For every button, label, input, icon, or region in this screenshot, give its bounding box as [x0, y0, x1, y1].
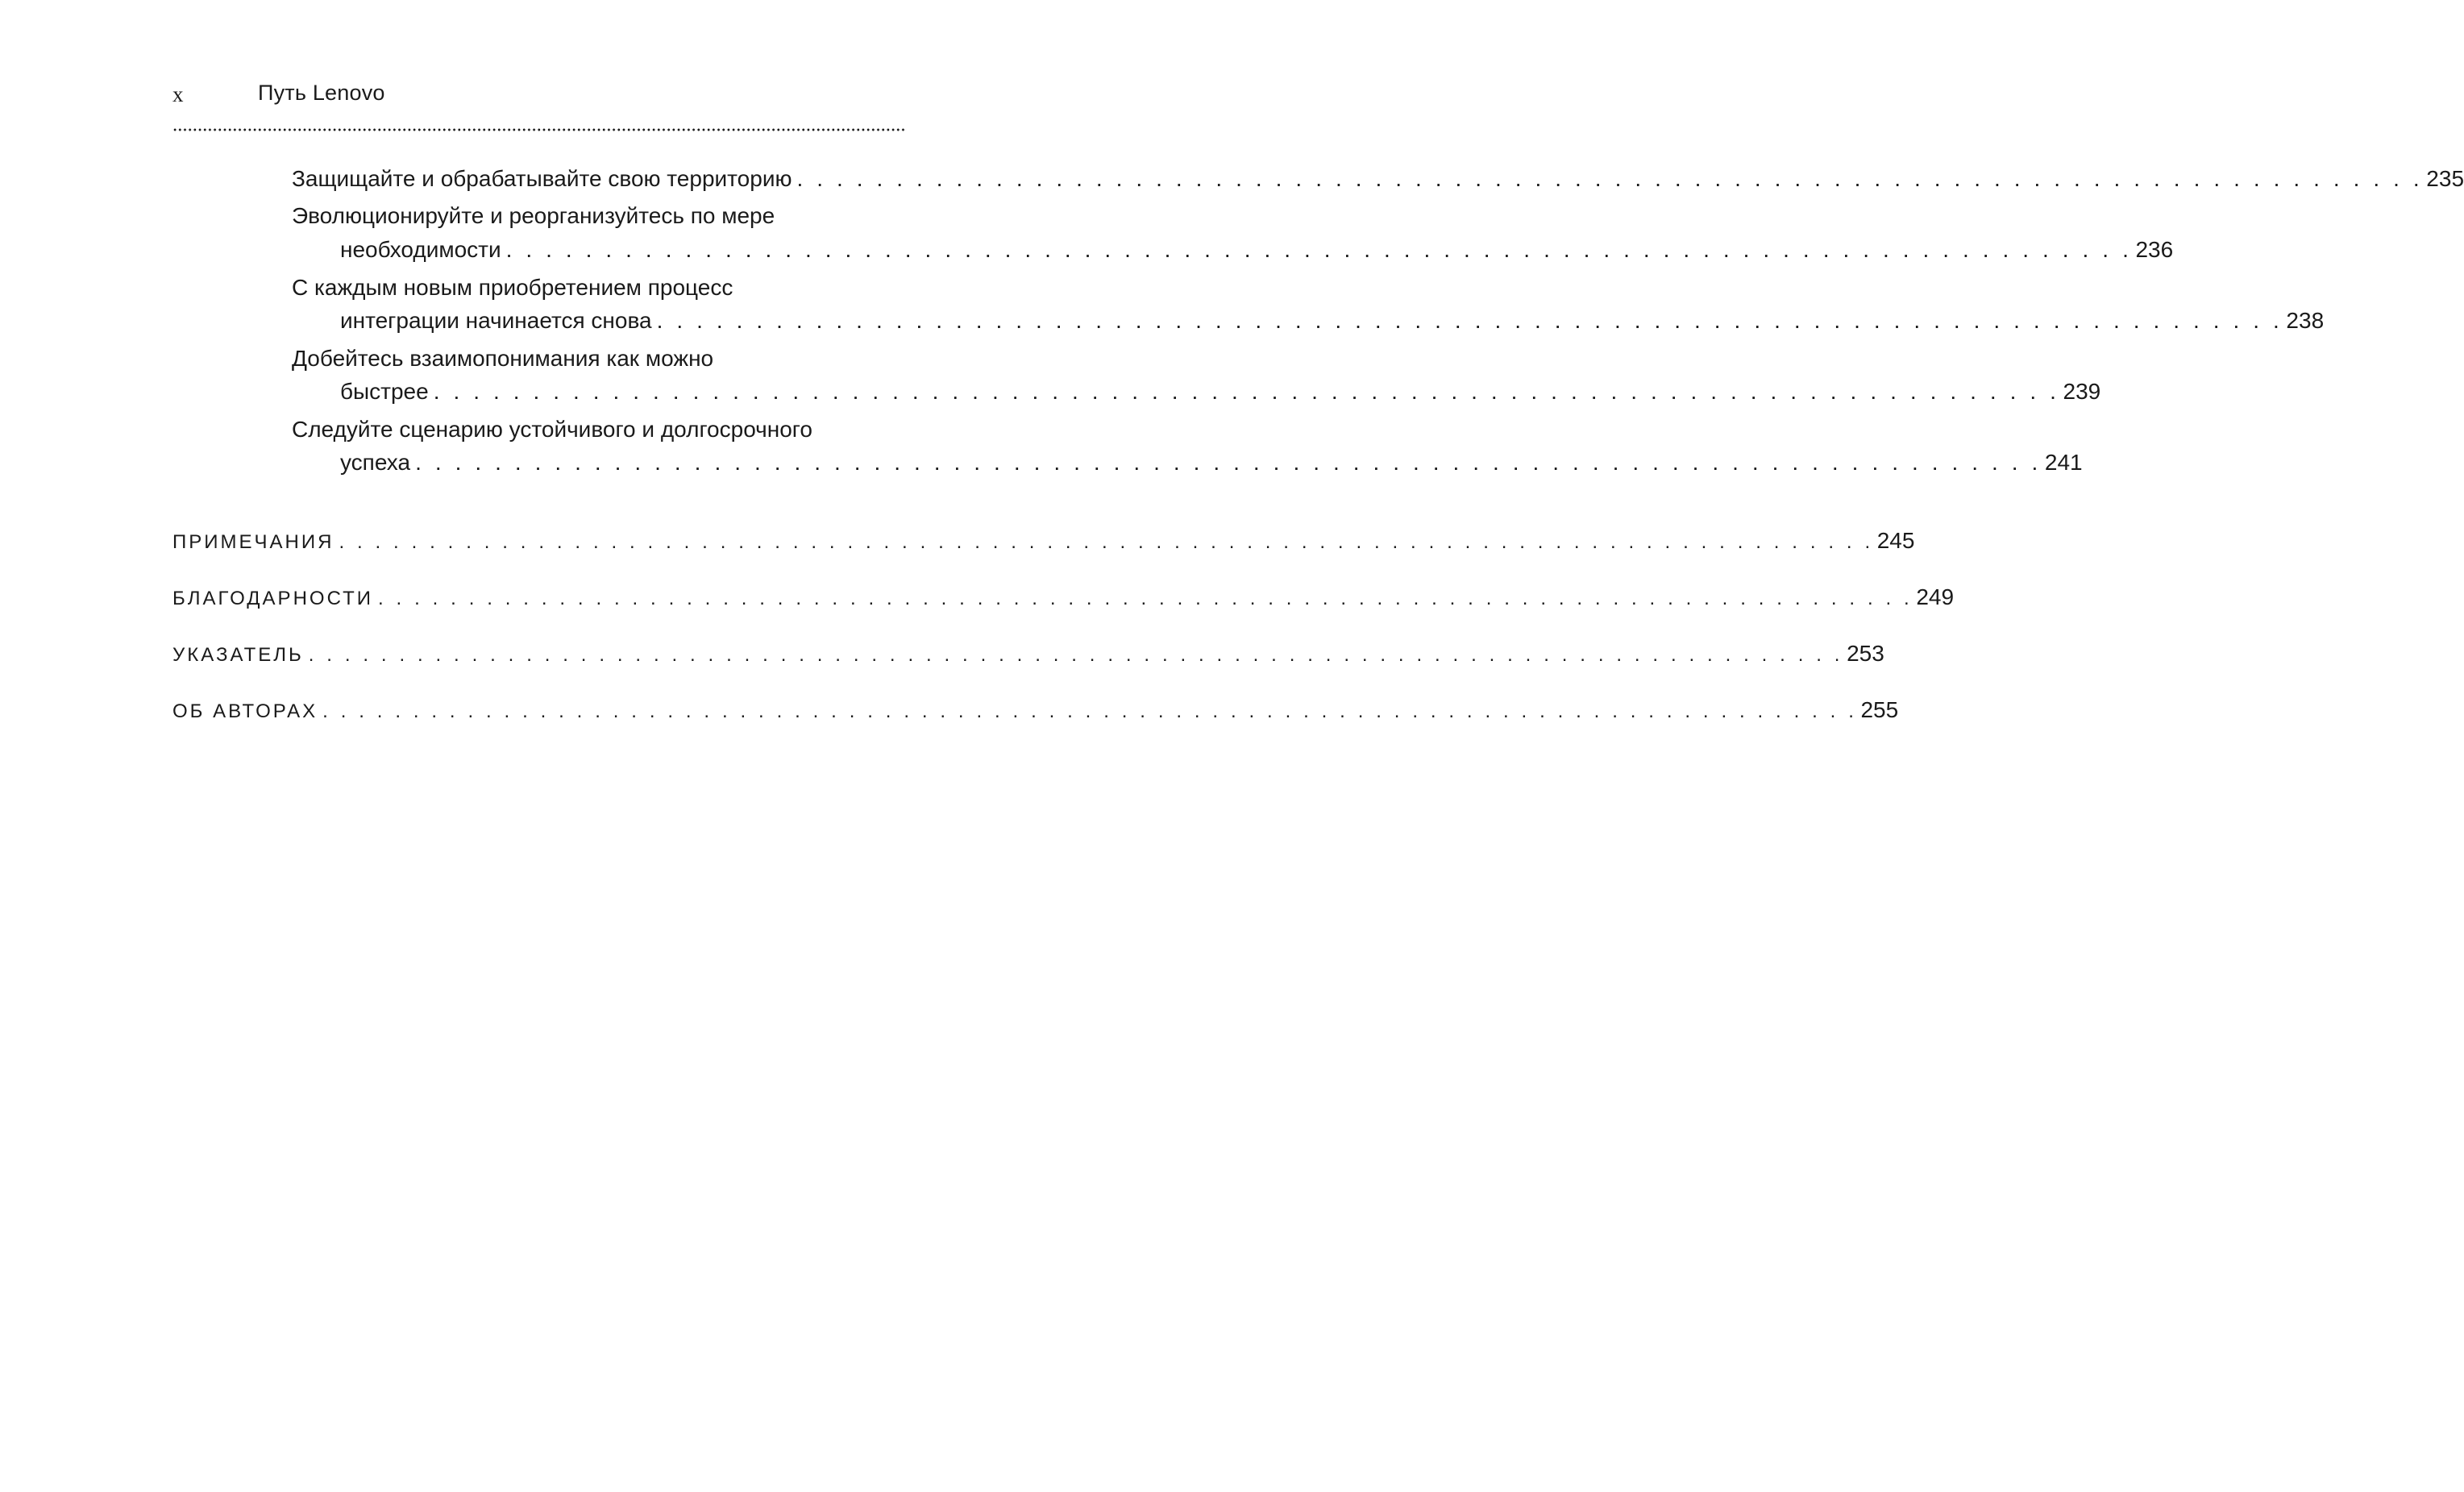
toc-section-page: 249 — [1916, 584, 1955, 609]
dot-leader: . . . . . . . . . . . . . . . . . . . . . . . . . . . . . . . . . . . . . . . . . . . . . . . . . . . . . . . . . . . . . . . . . . . . . . . . . . . . . . . . . . . . . — [308, 644, 1844, 666]
toc-entry-title: успеха — [340, 450, 411, 475]
toc-entry-page: 236 — [2135, 237, 2174, 262]
toc-section-title: ОБ АВТОРАХ — [172, 700, 318, 722]
dot-leader: . . . . . . . . . . . . . . . . . . . . . . . . . . . . . . . . . . . . . . . . . . . . . . . . . . . . . . . . . . . . . . . . . . . . . . . . . . . . . . . . . . — [415, 450, 2042, 475]
toc-entry-understanding-line1: Добейтесь взаимопонимания как можно — [292, 346, 714, 371]
page-number: x — [172, 82, 184, 106]
toc-section-title: ПРИМЕЧАНИЯ — [172, 531, 334, 553]
toc-entry-integration-line1: С каждым новым приобретением процесс — [292, 275, 733, 300]
toc-section-about-authors — [172, 694, 1899, 726]
toc-section-title: УКАЗАТЕЛЬ — [172, 644, 304, 666]
dot-leader: . . . . . . . . . . . . . . . . . . . . . . . . . . . . . . . . . . . . . . . . . . . . . . . . . . . . . . . . . . . . . . . . . . . . . . . . . . . . . . . . . . — [433, 379, 2060, 404]
toc-section-acknowledgements — [172, 581, 1955, 613]
toc-entry-understanding — [340, 376, 2101, 408]
dot-leader: . . . . . . . . . . . . . . . . . . . . . . . . . . . . . . . . . . . . . . . . . . . . . . . . . . . . . . . . . . . . . . . . . . . . . . . . . . . . . . . . . . — [505, 237, 2133, 262]
toc-entry-evolve-line1: Эволюционируйте и реорганизуйтесь по мере — [292, 203, 775, 228]
toc-entry-success-line1: Следуйте сценарию устойчивого и долгосрочного — [292, 417, 812, 442]
toc-entry-page: 235 — [2426, 166, 2464, 191]
toc-entry-page: 238 — [2286, 308, 2325, 333]
toc-entry-title: необходимости — [340, 237, 501, 262]
toc-section-page: 253 — [1847, 641, 1884, 666]
dot-leader: . . . . . . . . . . . . . . . . . . . . . . . . . . . . . . . . . . . . . . . . . . . . . . . . . . . . . . . . . . . . . . . . . . . . . . . . . . . . . . . . . . . . . — [322, 700, 1858, 722]
toc-section-index — [172, 638, 1884, 670]
toc-entry-title: интеграции начинается снова — [340, 308, 652, 333]
toc-entry-title: быстрее — [340, 379, 429, 404]
toc-entry-page: 241 — [2044, 450, 2083, 475]
toc-entry-evolve — [340, 234, 2174, 266]
dotted-header-rule — [172, 128, 906, 131]
book-title: Путь Lenovo — [258, 81, 385, 105]
toc-section-page: 245 — [1876, 528, 1915, 553]
toc-entry-page: 239 — [2063, 379, 2101, 404]
toc-section-notes — [172, 525, 1915, 557]
toc-entry-integration — [340, 305, 2325, 337]
toc-entry-defend-territory — [292, 163, 2464, 195]
toc-section-page: 255 — [1860, 697, 1899, 722]
running-header — [172, 77, 906, 113]
toc-entry-success — [340, 447, 2083, 479]
toc-section-title: БЛАГОДАРНОСТИ — [172, 588, 374, 609]
dot-leader: . . . . . . . . . . . . . . . . . . . . . . . . . . . . . . . . . . . . . . . . . . . . . . . . . . . . . . . . . . . . . . . . . . . . . . . . . . . . . . . . . . . . . — [378, 588, 1913, 609]
toc-entry-title: Защищайте и обрабатывайте свою территорию — [292, 166, 792, 191]
dot-leader: . . . . . . . . . . . . . . . . . . . . . . . . . . . . . . . . . . . . . . . . . . . . . . . . . . . . . . . . . . . . . . . . . . . . . . . . . . . . . . . . . . — [796, 166, 2424, 191]
dot-leader: . . . . . . . . . . . . . . . . . . . . . . . . . . . . . . . . . . . . . . . . . . . . . . . . . . . . . . . . . . . . . . . . . . . . . . . . . . . . . . . . . . . . . — [339, 531, 1874, 553]
dot-leader: . . . . . . . . . . . . . . . . . . . . . . . . . . . . . . . . . . . . . . . . . . . . . . . . . . . . . . . . . . . . . . . . . . . . . . . . . . . . . . . . . . — [656, 308, 2283, 333]
